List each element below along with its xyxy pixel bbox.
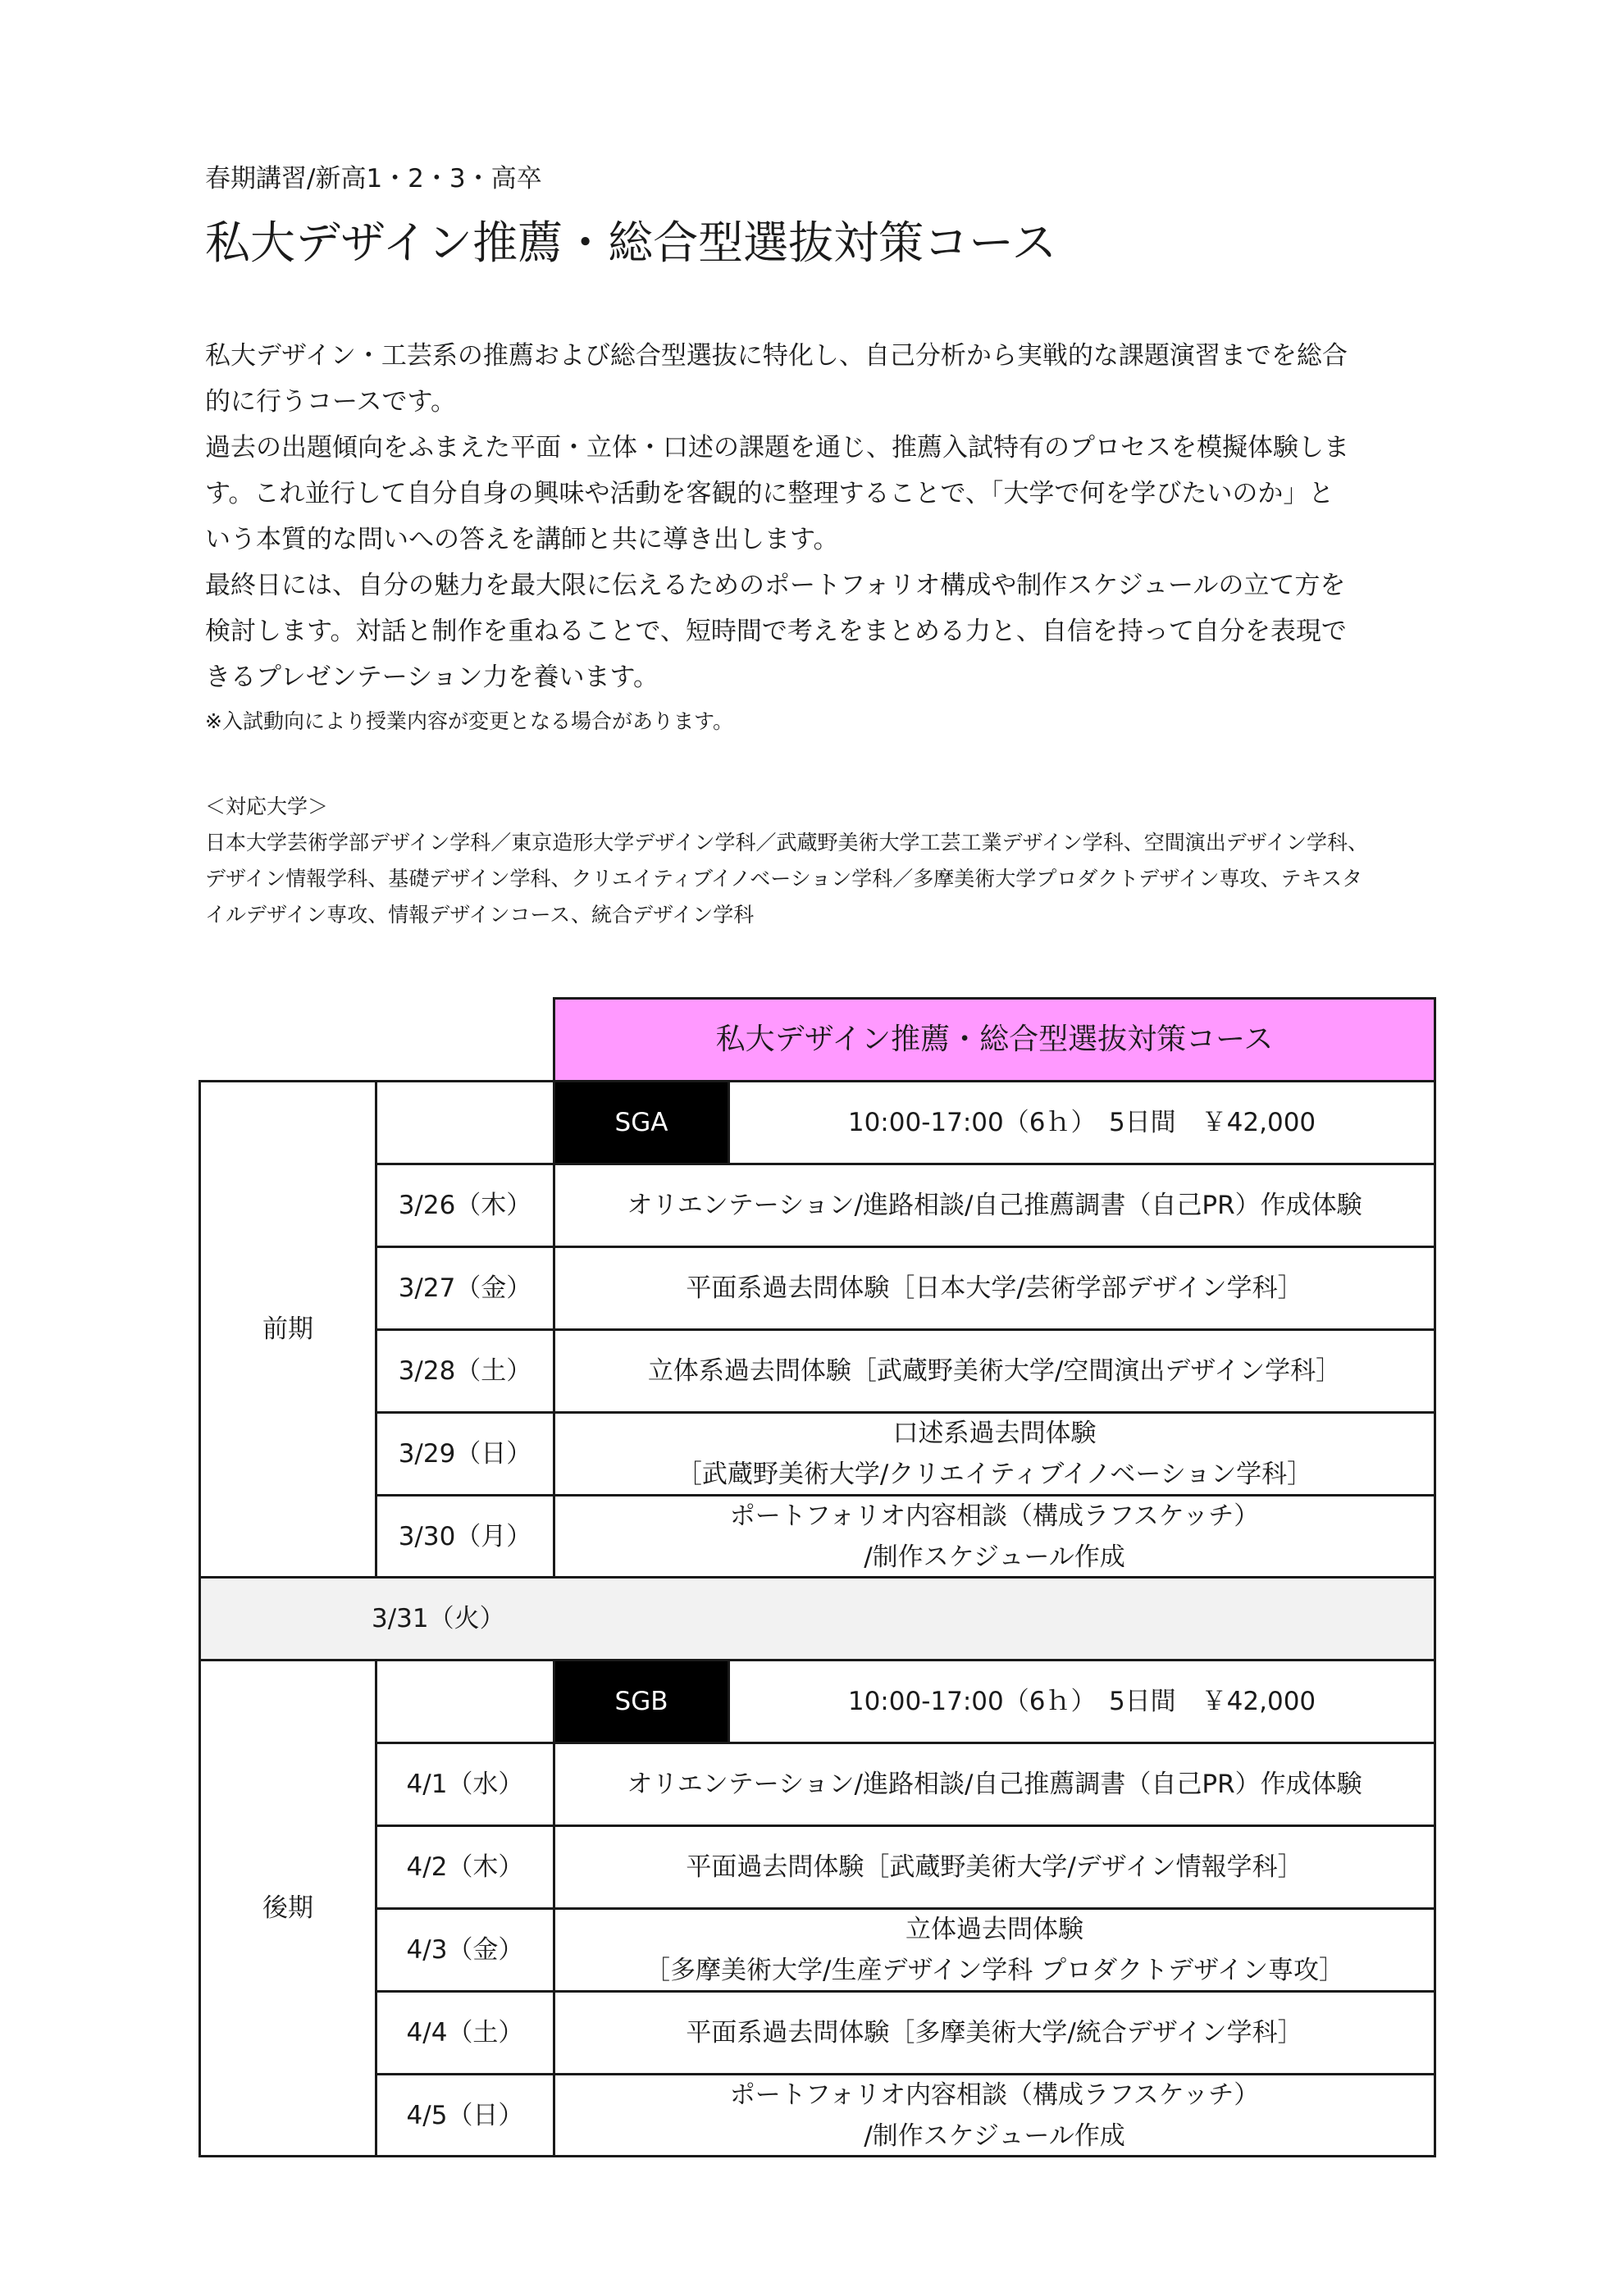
description-line: きるプレゼンテーション力を養います。	[205, 663, 659, 692]
lesson-cell	[553, 2073, 1436, 2157]
lesson-cell: 平面系過去問体験［日本大学/芸術学部デザイン学科］	[553, 1246, 1436, 1331]
date-cell: 4/1（水）	[375, 1742, 555, 1827]
date-cell: 4/3（金）	[375, 1907, 555, 1993]
lesson-line: 口述系過去問体験	[892, 1419, 1097, 1448]
empty-cell	[375, 1080, 555, 1165]
lesson-line: 立体過去問体験	[906, 1915, 1083, 1944]
date-cell: 3/29（日）	[375, 1411, 555, 1496]
date-cell: 4/5（日）	[375, 2073, 555, 2157]
universities-line: デザイン情報学科、基礎デザイン学科、クリエイティブイノベーション学科／多摩美術大学プロダクトデザイン専攻、テキスタ	[205, 867, 1363, 891]
universities-line: イルデザイン専攻、情報デザインコース、統合デザイン学科	[205, 903, 755, 927]
description-line: 過去の出題傾向をふまえた平面・立体・口述の課題を通じ、推薦入試特有のプロセスを模擬体験しま	[205, 433, 1349, 462]
course-subtitle: 春期講習/新高1・2・3・高卒	[205, 164, 542, 194]
lesson-line: ［多摩美術大学/生産デザイン学科 プロダクトデザイン専攻］	[645, 1956, 1344, 1985]
date-cell: 3/26（木）	[375, 1163, 555, 1248]
universities-heading: ＜対応大学＞	[205, 795, 329, 818]
course-info-sgb: 10:00-17:00（6ｈ） 5日間 ￥42,000	[728, 1659, 1436, 1744]
lesson-line: /制作スケジュール作成	[864, 2121, 1125, 2151]
lesson-cell	[553, 1907, 1436, 1993]
lesson-line: ポートフォリオ内容相談（構成ラフスケッチ）	[729, 1501, 1260, 1531]
course-header: 私大デザイン推薦・総合型選抜対策コース	[553, 997, 1436, 1082]
lesson-cell: 立体系過去問体験［武蔵野美術大学/空間演出デザイン学科］	[553, 1328, 1436, 1414]
lesson-cell	[553, 1411, 1436, 1496]
course-info-sga: 10:00-17:00（6ｈ） 5日間 ￥42,000	[728, 1080, 1436, 1165]
lesson-cell: 平面過去問体験［武蔵野美術大学/デザイン情報学科］	[553, 1824, 1436, 1910]
description-line: す。これ並行して自分自身の興味や活動を客観的に整理することで、「大学で何を学びたいのか」と	[205, 479, 1334, 508]
lesson-line: ポートフォリオ内容相談（構成ラフスケッチ）	[729, 2080, 1260, 2110]
date-cell: 3/30（月）	[375, 1494, 555, 1578]
empty-cell	[375, 1659, 555, 1744]
date-cell: 3/28（土）	[375, 1328, 555, 1414]
date-cell: 4/2（木）	[375, 1824, 555, 1910]
lesson-cell	[553, 1494, 1436, 1578]
lesson-line: /制作スケジュール作成	[864, 1542, 1125, 1572]
page-title: 私大デザイン推薦・総合型選抜対策コース	[205, 216, 1057, 269]
lesson-cell: 平面系過去問体験［多摩美術大学/統合デザイン学科］	[553, 1990, 1436, 2075]
description-line: いう本質的な問いへの答えを講師と共に導き出します。	[205, 525, 839, 554]
date-cell: 3/27（金）	[375, 1246, 555, 1331]
description-line: 検討します。対話と制作を重ねることで、短時間で考えをまとめる力と、自信を持って自分を表現で	[205, 617, 1347, 646]
description-line: 私大デザイン・工芸系の推薦および総合型選抜に特化し、自己分析から実戦的な課題演習までを総合	[205, 341, 1348, 371]
period-second: 後期	[198, 1659, 377, 2157]
lesson-line: ［武蔵野美術大学/クリエイティブイノベーション学科］	[676, 1460, 1313, 1489]
course-code-sga: SGA	[553, 1080, 730, 1165]
lesson-cell: オリエンテーション/進路相談/自己推薦調書（自己PR）作成体験	[553, 1742, 1436, 1827]
change-note: ※入試動向により授業内容が変更となる場合があります。	[205, 709, 733, 733]
course-code-sgb: SGB	[553, 1659, 730, 1744]
period-first: 前期	[198, 1080, 377, 1578]
lesson-cell: オリエンテーション/進路相談/自己推薦調書（自己PR）作成体験	[553, 1163, 1436, 1248]
break-day: 3/31（火）	[198, 1576, 1436, 1661]
description-line: 最終日には、自分の魅力を最大限に伝えるためのポートフォリオ構成や制作スケジュールの立て方を	[205, 571, 1346, 600]
universities-line: 日本大学芸術学部デザイン学科／東京造形大学デザイン学科／武蔵野美術大学工芸工業デザイン学科、空間演出デザイン学科、	[205, 831, 1369, 854]
date-cell: 4/4（土）	[375, 1990, 555, 2075]
description-line: 的に行うコースです。	[205, 387, 456, 417]
